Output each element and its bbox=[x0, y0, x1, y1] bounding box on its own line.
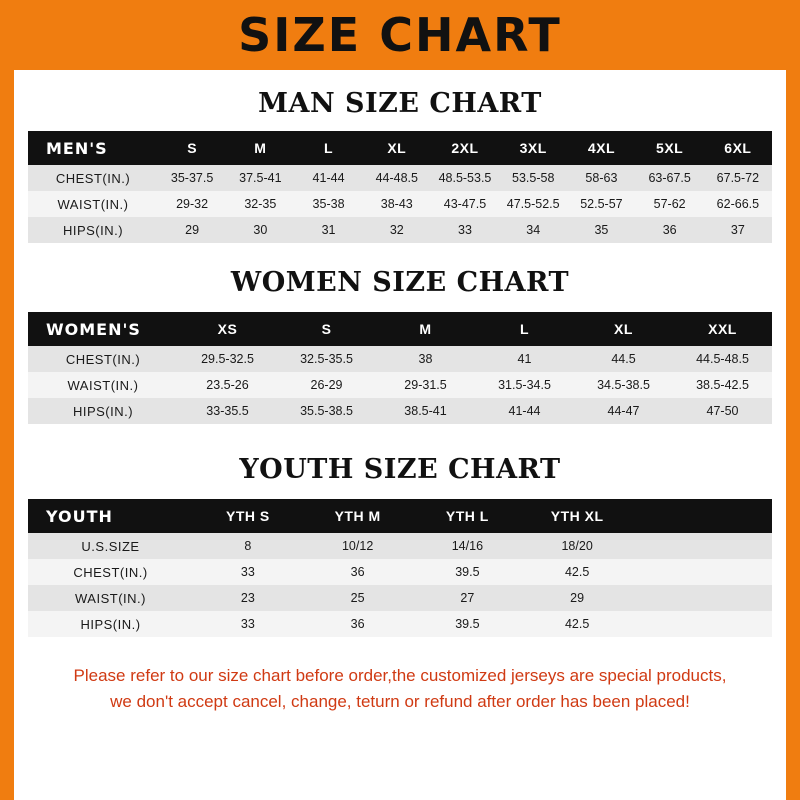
women-hips-xxl: 47-50 bbox=[673, 398, 772, 424]
youth-row-hips-label: HIPS(IN.) bbox=[28, 611, 193, 637]
men-chest-5xl: 63-67.5 bbox=[636, 165, 704, 191]
youth-ussize-m: 10/12 bbox=[303, 533, 413, 559]
men-waist-2xl: 43-47.5 bbox=[431, 191, 499, 217]
men-header-label: MEN'S bbox=[28, 131, 158, 165]
women-hips-xs: 33-35.5 bbox=[178, 398, 277, 424]
women-chest-m: 38 bbox=[376, 346, 475, 372]
table-row bbox=[28, 559, 772, 585]
women-waist-xl: 34.5-38.5 bbox=[574, 372, 673, 398]
women-hips-l: 41-44 bbox=[475, 398, 574, 424]
men-header-6xl: 6XL bbox=[704, 131, 772, 165]
men-chest-3xl: 53.5-58 bbox=[499, 165, 567, 191]
women-header-xl: XL bbox=[574, 312, 673, 346]
men-header-s: S bbox=[158, 131, 226, 165]
men-hips-6xl: 37 bbox=[704, 217, 772, 243]
men-waist-s: 29-32 bbox=[158, 191, 226, 217]
men-chest-6xl: 67.5-72 bbox=[704, 165, 772, 191]
page-banner bbox=[0, 0, 800, 70]
men-waist-l: 35-38 bbox=[294, 191, 362, 217]
youth-waist-blank bbox=[632, 585, 772, 611]
youth-size-table bbox=[28, 499, 772, 637]
table-row bbox=[28, 585, 772, 611]
page-title: SIZE CHART bbox=[238, 8, 562, 62]
youth-chest-s: 33 bbox=[193, 559, 303, 585]
women-header-l: L bbox=[475, 312, 574, 346]
youth-header-blank bbox=[632, 499, 772, 533]
women-chest-xs: 29.5-32.5 bbox=[178, 346, 277, 372]
youth-hips-l: 39.5 bbox=[413, 611, 523, 637]
men-waist-3xl: 47.5-52.5 bbox=[499, 191, 567, 217]
youth-ussize-xl: 18/20 bbox=[522, 533, 632, 559]
table-row bbox=[28, 191, 772, 217]
table-row bbox=[28, 165, 772, 191]
table-row bbox=[28, 217, 772, 243]
women-header-xs: XS bbox=[178, 312, 277, 346]
women-hips-m: 38.5-41 bbox=[376, 398, 475, 424]
youth-header-l: YTH L bbox=[413, 499, 523, 533]
women-row-waist-label: WAIST(IN.) bbox=[28, 372, 178, 398]
men-chest-xl: 44-48.5 bbox=[363, 165, 431, 191]
youth-ussize-blank bbox=[632, 533, 772, 559]
youth-chest-l: 39.5 bbox=[413, 559, 523, 585]
youth-hips-xl: 42.5 bbox=[522, 611, 632, 637]
men-hips-5xl: 36 bbox=[636, 217, 704, 243]
men-hips-m: 30 bbox=[226, 217, 294, 243]
men-header-4xl: 4XL bbox=[567, 131, 635, 165]
women-header-xxl: XXL bbox=[673, 312, 772, 346]
men-chest-2xl: 48.5-53.5 bbox=[431, 165, 499, 191]
youth-ussize-l: 14/16 bbox=[413, 533, 523, 559]
men-waist-4xl: 52.5-57 bbox=[567, 191, 635, 217]
youth-row-ussize-label: U.S.SIZE bbox=[28, 533, 193, 559]
men-header-l: L bbox=[294, 131, 362, 165]
women-waist-l: 31.5-34.5 bbox=[475, 372, 574, 398]
women-chest-xxl: 44.5-48.5 bbox=[673, 346, 772, 372]
page-content bbox=[14, 88, 786, 714]
men-chest-m: 37.5-41 bbox=[226, 165, 294, 191]
youth-header-xl: YTH XL bbox=[522, 499, 632, 533]
women-hips-s: 35.5-38.5 bbox=[277, 398, 376, 424]
youth-row-waist-label: WAIST(IN.) bbox=[28, 585, 193, 611]
table-header-row bbox=[28, 131, 772, 165]
women-header-m: M bbox=[376, 312, 475, 346]
men-chest-s: 35-37.5 bbox=[158, 165, 226, 191]
women-waist-s: 26-29 bbox=[277, 372, 376, 398]
youth-header-m: YTH M bbox=[303, 499, 413, 533]
youth-hips-s: 33 bbox=[193, 611, 303, 637]
women-waist-m: 29-31.5 bbox=[376, 372, 475, 398]
youth-row-chest-label: CHEST(IN.) bbox=[28, 559, 193, 585]
men-row-waist-label: WAIST(IN.) bbox=[28, 191, 158, 217]
women-section-title: WOMEN SIZE CHART bbox=[230, 267, 570, 298]
men-header-3xl: 3XL bbox=[499, 131, 567, 165]
youth-waist-m: 25 bbox=[303, 585, 413, 611]
men-hips-3xl: 34 bbox=[499, 217, 567, 243]
youth-waist-s: 23 bbox=[193, 585, 303, 611]
men-hips-l: 31 bbox=[294, 217, 362, 243]
youth-ussize-s: 8 bbox=[193, 533, 303, 559]
youth-waist-xl: 29 bbox=[522, 585, 632, 611]
women-waist-xs: 23.5-26 bbox=[178, 372, 277, 398]
order-policy-note bbox=[38, 663, 762, 714]
men-waist-m: 32-35 bbox=[226, 191, 294, 217]
women-hips-xl: 44-47 bbox=[574, 398, 673, 424]
women-chest-l: 41 bbox=[475, 346, 574, 372]
men-waist-5xl: 57-62 bbox=[636, 191, 704, 217]
men-size-table bbox=[28, 131, 772, 243]
women-row-hips-label: HIPS(IN.) bbox=[28, 398, 178, 424]
table-row bbox=[28, 611, 772, 637]
men-chest-l: 41-44 bbox=[294, 165, 362, 191]
men-section-title: MAN SIZE CHART bbox=[258, 88, 542, 119]
men-header-xl: XL bbox=[363, 131, 431, 165]
order-policy-note-line2: we don't accept cancel, change, teturn or refund after order has been placed! bbox=[110, 691, 690, 711]
table-header-row bbox=[28, 312, 772, 346]
youth-chest-blank bbox=[632, 559, 772, 585]
men-waist-xl: 38-43 bbox=[363, 191, 431, 217]
women-header-label: WOMEN'S bbox=[28, 312, 178, 346]
order-policy-note-line1: Please refer to our size chart before order,the customized jerseys are special products, bbox=[73, 666, 727, 685]
table-row bbox=[28, 398, 772, 424]
youth-chest-m: 36 bbox=[303, 559, 413, 585]
women-chest-xl: 44.5 bbox=[574, 346, 673, 372]
youth-waist-l: 27 bbox=[413, 585, 523, 611]
men-header-5xl: 5XL bbox=[636, 131, 704, 165]
youth-chest-xl: 42.5 bbox=[522, 559, 632, 585]
youth-section-title: YOUTH SIZE CHART bbox=[239, 454, 561, 485]
men-waist-6xl: 62-66.5 bbox=[704, 191, 772, 217]
table-row bbox=[28, 346, 772, 372]
women-row-chest-label: CHEST(IN.) bbox=[28, 346, 178, 372]
table-row bbox=[28, 533, 772, 559]
women-chest-s: 32.5-35.5 bbox=[277, 346, 376, 372]
youth-hips-blank bbox=[632, 611, 772, 637]
men-header-2xl: 2XL bbox=[431, 131, 499, 165]
women-header-s: S bbox=[277, 312, 376, 346]
men-row-chest-label: CHEST(IN.) bbox=[28, 165, 158, 191]
table-row bbox=[28, 372, 772, 398]
youth-header-label: YOUTH bbox=[28, 499, 193, 533]
youth-header-s: YTH S bbox=[193, 499, 303, 533]
men-header-m: M bbox=[226, 131, 294, 165]
men-hips-xl: 32 bbox=[363, 217, 431, 243]
men-hips-2xl: 33 bbox=[431, 217, 499, 243]
men-hips-4xl: 35 bbox=[567, 217, 635, 243]
men-hips-s: 29 bbox=[158, 217, 226, 243]
table-header-row bbox=[28, 499, 772, 533]
women-size-table bbox=[28, 312, 772, 424]
youth-hips-m: 36 bbox=[303, 611, 413, 637]
men-chest-4xl: 58-63 bbox=[567, 165, 635, 191]
men-row-hips-label: HIPS(IN.) bbox=[28, 217, 158, 243]
women-waist-xxl: 38.5-42.5 bbox=[673, 372, 772, 398]
